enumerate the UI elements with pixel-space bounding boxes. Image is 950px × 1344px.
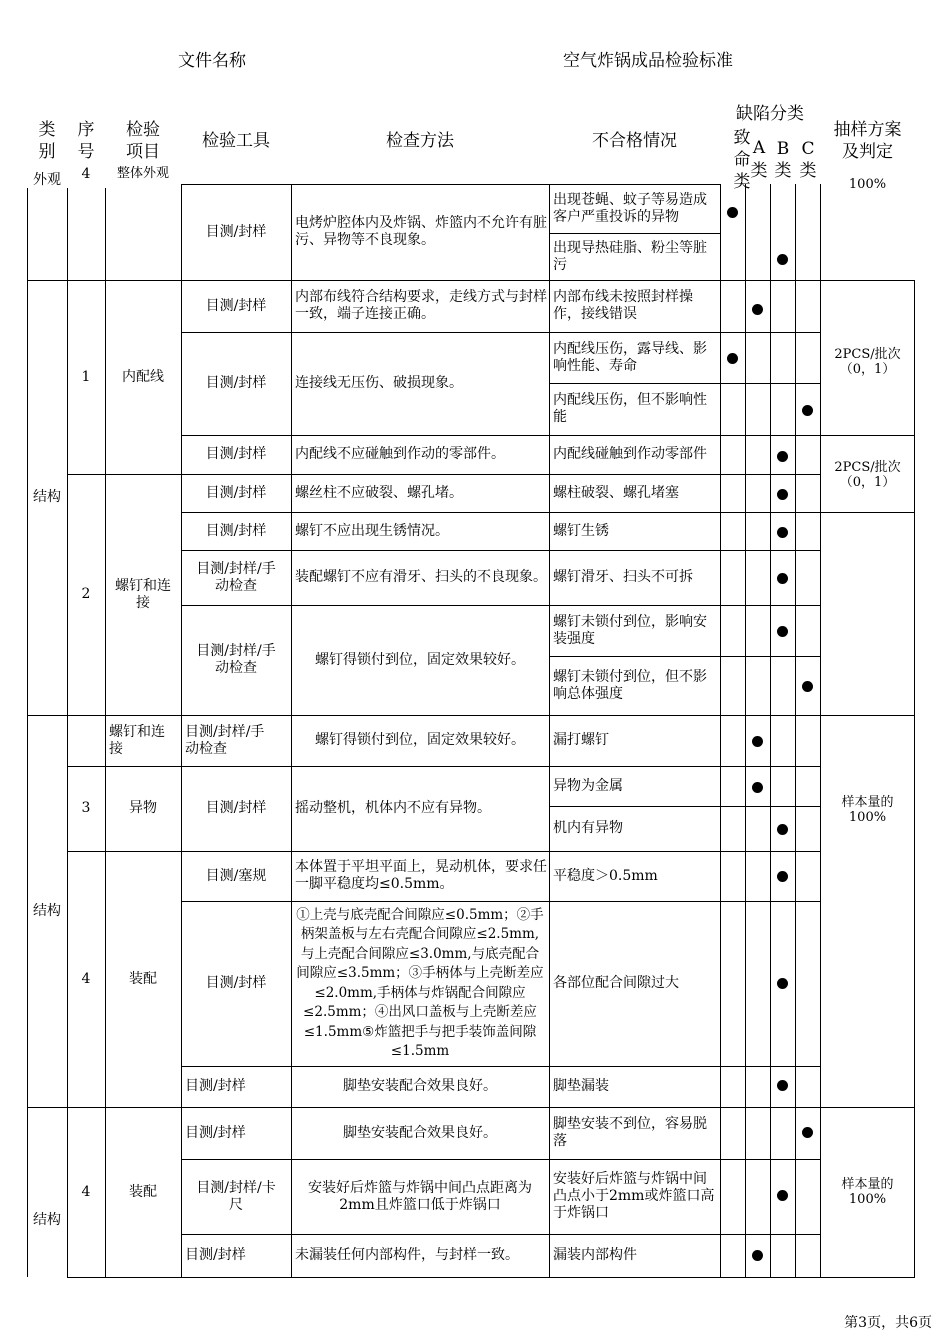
struct1-r3-tool: 目测/封样: [205, 446, 267, 462]
defect-marker-c: [802, 405, 813, 416]
struct3-r2-nc: 安装好后炸篮与炸锅中间凸点小于2mm或炸篮口高于炸锅口: [553, 1171, 715, 1221]
file-name-label: 文件名称: [178, 51, 246, 71]
struct2-item4-name: 装配: [129, 970, 157, 987]
appearance-category: 外观: [33, 172, 61, 188]
struct3-r3-tool: 目测/封样: [185, 1247, 246, 1263]
struct3-r1-method: 脚垫安装配合效果良好。: [343, 1124, 497, 1141]
header-tool: 检验工具: [202, 131, 270, 151]
defect-marker-b: [777, 824, 788, 835]
struct3-sampling: 样本量的 100%: [841, 1176, 894, 1207]
document-title: 空气炸锅成品检验标准: [563, 51, 733, 71]
defect-marker-b: [777, 978, 788, 989]
struct2-r3-nc: 平稳度＞0.5mm: [553, 867, 658, 884]
struct2-item4-seq: 4: [81, 970, 91, 987]
defect-marker-critical: [727, 207, 738, 218]
defect-marker-a: [752, 782, 763, 793]
struct1-r4-nc: 螺柱破裂、螺孔堵塞: [553, 484, 679, 501]
appearance-sampling: 100%: [848, 177, 887, 193]
appearance-row-method: 电烤炉腔体内及炸锅、炸篮内不允许有脏污、异物等不良现象。: [295, 215, 547, 248]
struct1-r4-method: 螺丝柱不应破裂、螺孔堵。: [295, 484, 463, 501]
struct1-item2-name: 螺钉和连 接: [115, 577, 171, 611]
struct1-r7-method: 螺钉得锁付到位，固定效果较好。: [315, 651, 525, 668]
struct1-r7-nc1: 螺钉未锁付到位，影响安装强度: [553, 613, 707, 647]
defect-marker-b: [777, 451, 788, 462]
header-class-b: B 类: [774, 139, 792, 181]
struct2-r3-method: 本体置于平坦平面上，晃动机体，要求任一脚平稳度均≤0.5mm。: [295, 859, 547, 892]
struct1-sampling2: 2PCS/批次 （0，1）: [834, 459, 901, 490]
struct1-r1-tool: 目测/封样: [205, 297, 267, 314]
struct2-r4-method: ①上壳与底壳配合间隙应≤0.5mm；②手柄架盖板与左右壳配合间隙应≤2.5mm,与上壳配合间隙应≤3.0mm,与底壳配合间隙应≤3.5mm；③手柄体与上壳断差应≤2.0mm,手柄体与炸锅配合间隙应≤2.5mm；④出风口盖板与上壳断差应≤1.5mm⑤炸篮把手与把手装饰盖间隙≤1.5mm: [296, 906, 544, 1059]
struct1-r2-nc2: 内配线压伤，但不影响性能: [553, 392, 707, 425]
header-item: 检验 项目: [126, 120, 160, 162]
defect-marker-b: [777, 573, 788, 584]
struct1-r1-method: 内部布线符合结构要求，走线方式与封样一致，端子连接正确。: [295, 289, 547, 322]
appearance-row-nc2: 出现导热硅脂、粉尘等脏污: [553, 239, 707, 273]
struct3-r2-method: 安装好后炸篮与炸锅中间凸点距离为2mm且炸篮口低于炸锅口: [308, 1179, 532, 1213]
struct2-item3-name: 异物: [129, 800, 157, 816]
struct1-r6-tool: 目测/封样/手 动检查: [196, 560, 276, 594]
struct3-r1-nc: 脚垫安装不到位，容易脱落: [553, 1116, 707, 1149]
struct1-r5-nc: 螺钉生锈: [553, 522, 609, 539]
struct3-category: 结构: [33, 1211, 61, 1228]
defect-marker-b: [777, 871, 788, 882]
struct2-r4-tool: 目测/封样: [205, 975, 267, 991]
header-nonconform: 不合格情况: [592, 131, 677, 151]
struct3-item-seq: 4: [81, 1183, 91, 1200]
struct1-item1-name: 内配线: [122, 368, 164, 385]
defect-marker-b: [777, 254, 788, 265]
appearance-seq: 4: [81, 165, 91, 182]
header-class-a: A: [752, 138, 766, 158]
appearance-row-tool: 目测/封样: [205, 223, 267, 240]
struct1-r3-method: 内配线不应碰触到作动的零部件。: [295, 446, 505, 462]
defect-marker-b: [777, 527, 788, 538]
defect-marker-a: [752, 1250, 763, 1261]
struct3-r3-method: 未漏装任何内部构件，与封样一致。: [295, 1247, 519, 1263]
struct1-r2-method: 连接线无压伤、破损现象。: [295, 375, 463, 391]
appearance-row-nc1: 出现苍蝇、蚊子等易造成客户严重投诉的异物: [553, 191, 707, 225]
header-method: 检查方法: [386, 131, 454, 151]
struct1-sampling1: 2PCS/批次 （0，1）: [834, 346, 901, 377]
struct2-r1-tool: 目测/封样/手 动检查: [185, 723, 265, 757]
struct2-r2-nc2: 机内有异物: [553, 820, 623, 836]
defect-marker-b: [777, 1080, 788, 1091]
struct2-r2-method: 摇动整机，机体内不应有异物。: [295, 800, 491, 816]
struct1-r1-nc: 内部布线未按照封样操作，接线错误: [553, 289, 693, 322]
struct2-r3-tool: 目测/塞规: [205, 867, 267, 884]
struct2-r5-method: 脚垫安装配合效果良好。: [343, 1078, 497, 1094]
header-class-a-word: 类: [750, 161, 768, 181]
struct2-r1-method: 螺钉得锁付到位，固定效果较好。: [315, 732, 525, 748]
struct1-r7-nc2: 螺钉未锁付到位，但不影响总体强度: [553, 668, 707, 702]
struct3-r2-tool: 目测/封样/卡 尺: [196, 1179, 276, 1213]
header-class-c: C 类: [799, 139, 817, 181]
defect-marker-b: [777, 489, 788, 500]
defect-marker-critical: [727, 353, 738, 364]
struct2-r2-nc1: 异物为金属: [553, 777, 623, 794]
struct1-r5-tool: 目测/封样: [205, 522, 267, 539]
defect-marker-b: [777, 626, 788, 637]
defect-marker-c: [802, 681, 813, 692]
struct2-category: 结构: [33, 902, 61, 919]
defect-marker-b: [777, 1190, 788, 1201]
struct2-r5-tool: 目测/封样: [185, 1078, 246, 1094]
struct2-r2-tool: 目测/封样: [205, 800, 267, 816]
struct2-r4-nc: 各部位配合间隙过大: [553, 975, 679, 991]
header-critical: 致 命类: [733, 128, 751, 192]
struct3-item-name: 装配: [129, 1183, 157, 1200]
struct2-r1-item: 螺钉和连 接: [109, 723, 165, 757]
appearance-item: 整体外观: [116, 166, 169, 182]
struct1-r2-tool: 目测/封样: [205, 375, 267, 391]
struct1-r6-method: 装配螺钉不应有滑牙、扫头的不良现象。: [295, 569, 547, 585]
struct3-r3-nc: 漏装内部构件: [553, 1247, 637, 1263]
struct2-item3-seq: 3: [81, 800, 91, 816]
defect-marker-a: [752, 736, 763, 747]
struct1-item2-seq: 2: [81, 586, 91, 602]
struct2-sampling: 样本量的 100%: [841, 794, 894, 825]
struct2-r1-nc: 漏打螺钉: [553, 732, 609, 748]
struct1-r7-tool: 目测/封样/手 动检查: [196, 643, 276, 676]
header-category: 类 别: [38, 120, 56, 162]
header-seq: 序 号: [77, 120, 95, 162]
struct3-r1-tool: 目测/封样: [185, 1124, 246, 1141]
page-number: 第3页，共6页: [844, 1315, 932, 1331]
defect-marker-a: [752, 304, 763, 315]
struct2-r5-nc: 脚垫漏装: [553, 1078, 609, 1094]
struct1-r5-method: 螺钉不应出现生锈情况。: [295, 522, 449, 539]
header-defect-class: 缺陷分类: [736, 104, 804, 124]
struct1-r6-nc: 螺钉滑牙、扫头不可拆: [553, 569, 693, 585]
defect-marker-c: [802, 1127, 813, 1138]
struct1-r2-nc1: 内配线压伤，露导线、影响性能、寿命: [553, 340, 707, 374]
header-sampling: 抽样方案 及判定: [833, 120, 902, 162]
struct1-r3-nc: 内配线碰触到作动零部件: [553, 446, 707, 462]
struct1-r4-tool: 目测/封样: [205, 484, 267, 501]
struct1-item1-seq: 1: [81, 368, 91, 385]
struct1-category: 结构: [33, 489, 61, 505]
